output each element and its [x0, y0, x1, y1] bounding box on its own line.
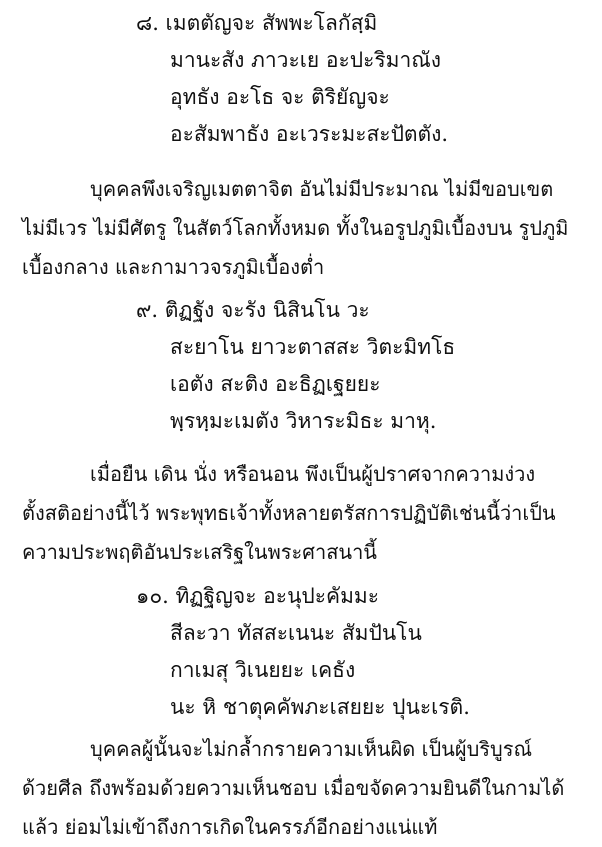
paragraph-line: เมื่อยืน เดิน นั่ง หรือนอน พึงเป็นผู้ปราศจากความง่วง	[90, 462, 536, 486]
paragraph-line: ไม่มีเวร ไม่มีศัตรู ในสัตว์โลกทั้งหมด ทั้งในอรูปภูมิเบื้องบน รูปภูมิ	[22, 216, 569, 240]
paragraph-line: ความประพฤติอันประเสริฐในพระศาสนานี้	[22, 540, 377, 564]
verse-line: กาเมสุ วิเนยยะ เคธัง	[170, 658, 356, 682]
verse-line: ๙. ติฏฐัง จะรัง นิสินโน วะ	[136, 298, 370, 322]
verse-line: พฺรหฺมะเมตัง วิหาระมิธะ มาหุ.	[170, 409, 437, 433]
paragraph-line: บุคคลพึงเจริญเมตตาจิต อันไม่มีประมาณ ไม่มีขอบเขต	[90, 177, 554, 201]
verse-line: สะยาโน ยาวะตาสสะ วิตะมิทโธ	[170, 335, 456, 359]
verse-line: อะสัมพาธัง อะเวระมะสะปัตตัง.	[170, 122, 449, 146]
verse-line: เอตัง สะติง อะธิฏเฐยยะ	[170, 372, 381, 396]
verse-line: ๑๐. ทิฏฐิญจะ อะนุปะคัมมะ	[136, 584, 380, 608]
verse-line: นะ หิ ชาตุคคัพภะเสยยะ ปุนะเรติ.	[170, 695, 470, 719]
verse-line: อุทธัง อะโธ จะ ติริยัญจะ	[170, 85, 390, 109]
paragraph-line: ด้วยศีล ถึงพร้อมด้วยความเห็นชอบ เมื่อขจัดความยินดีในกามได้	[22, 776, 565, 800]
translation-paragraph-8	[22, 170, 580, 287]
paragraph-line: เบื้องกลาง และกามาวจรภูมิเบื้องต่ำ	[22, 255, 325, 279]
verse-8	[0, 5, 602, 153]
verse-line: มานะสัง ภาวะเย อะปะริมาณัง	[170, 48, 442, 72]
verse-9	[0, 292, 602, 440]
paragraph-line: บุคคลผู้นั้นจะไม่กล้ำกรายความเห็นผิด เป็นผู้บริบูรณ์	[90, 737, 533, 761]
translation-paragraph-10	[22, 730, 580, 847]
paragraph-line: แล้ว ย่อมไม่เข้าถึงการเกิดในครรภ์อีกอย่างแน่แท้	[22, 815, 438, 839]
paragraph-line: ตั้งสติอย่างนี้ไว้ พระพุทธเจ้าทั้งหลายตรัสการปฏิบัติเช่นนี้ว่าเป็น	[22, 501, 556, 525]
verse-line: ๘. เมตตัญจะ สัพพะโลกัสฺมิ	[136, 11, 378, 35]
translation-paragraph-9	[22, 455, 580, 572]
verse-10	[0, 578, 602, 726]
verse-line: สีละวา ทัสสะเนนะ สัมปันโน	[170, 621, 422, 645]
